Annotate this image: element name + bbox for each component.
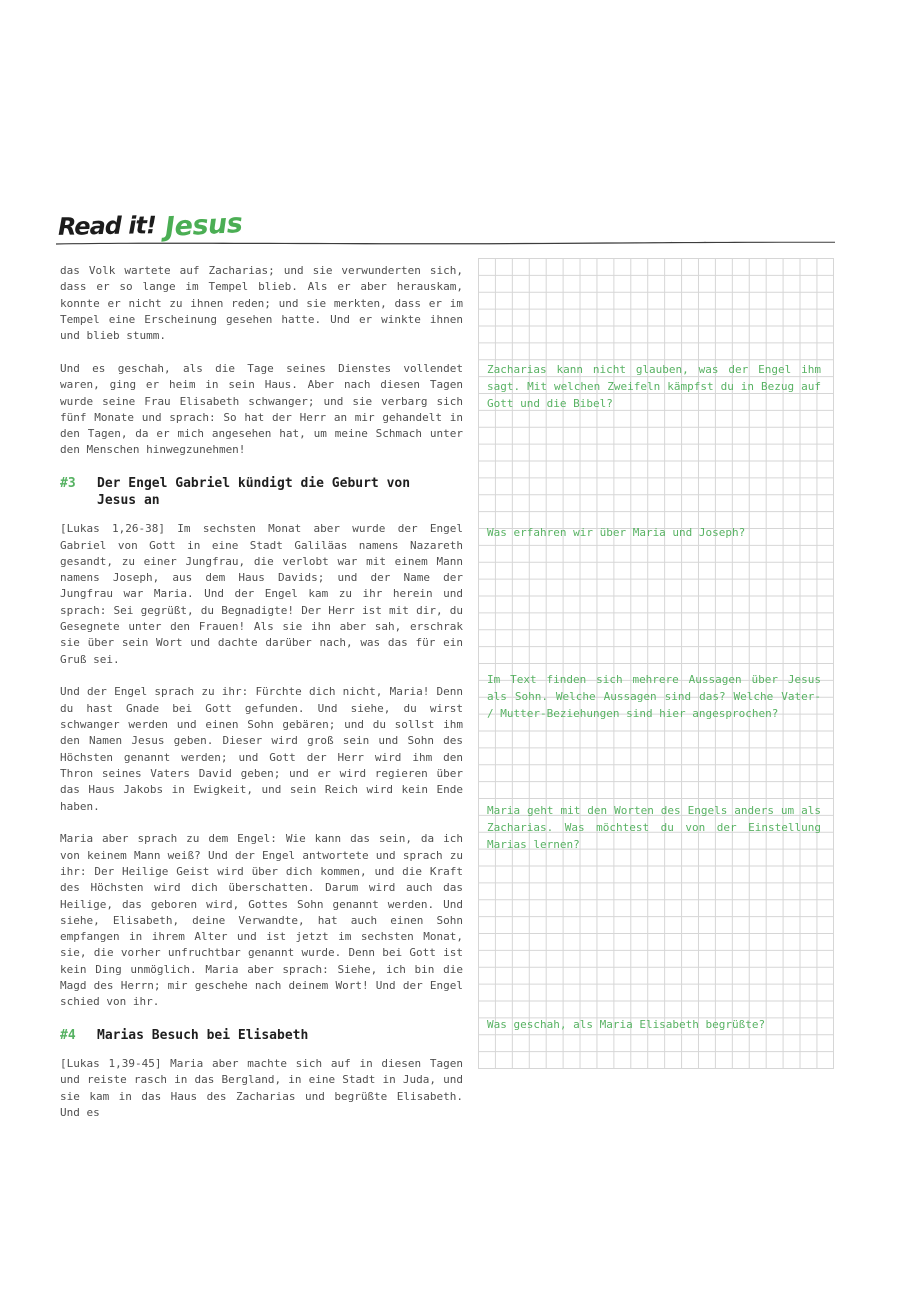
study-question: Was erfahren wir über Maria und Joseph? xyxy=(487,526,746,539)
study-question: Maria geht mit den Worten des Engels anders um als Zacharias. Was möchtest du von der Einstellung Marias lernen? xyxy=(487,804,821,851)
bible-paragraph: Und es geschah, als die Tage seines Dienstes vollendet waren, ging er heim in sein Haus. Aber nach diesen Tagen wurde seine Frau Elisabeth schwanger; und sie verbarg sich fünf Monate und sprach: So hat der Herr an mir gehandelt in den Tagen, da er mich angesehen hat, um meine Schmach unter den Menschen hinwegzunehmen! xyxy=(60,361,463,457)
notes-grid xyxy=(478,258,834,1069)
bible-paragraph: Maria aber sprach zu dem Engel: Wie kann das sein, da ich von keinem Mann weiß? Und der Engel antwortete und sprach zu ihr: Der Heilige Geist wird über dich kommen, und die Kraft des Höchsten wird dich überschatten. Darum wird auch das Heilige, das geboren wird, Gottes Sohn genannt werden. Und siehe, Elisabeth, deine Verwandte, hat auch einen Sohn empfangen in ihrem Alter und ist jetzt im sechsten Monat, sie, die vorher unfruchtbar genannt wurde. Denn bei Gott ist kein Ding unmöglich. Maria aber sprach: Siehe, ich bin die Magd des Herrn; mir geschehe nach deinem Wort! Und der Engel schied von ihr. xyxy=(60,832,463,1009)
study-question: Was geschah, als Maria Elisabeth begrüßte? xyxy=(487,1018,766,1031)
bible-paragraph: [Lukas 1,39-45] Maria aber machte sich auf in diesen Tagen und reiste rasch in das Bergland, in eine Stadt in Juda, und sie kam in das Haus des Zacharias und begrüßte Elisabeth. Und es xyxy=(60,1057,463,1119)
section-heading xyxy=(60,1027,463,1044)
section-number: #3 xyxy=(60,476,76,492)
page-header xyxy=(58,210,242,241)
bible-paragraph: [Lukas 1,26-38] Im sechsten Monat aber wurde der Engel Gabriel von Gott in eine Stadt Galiläas namens Nazareth gesandt, zu einer Jungfrau, die verlobt war mit einem Mann namens Joseph, aus dem Haus Davids; und der Name der Jungfrau war Maria. Und der Engel kam zu ihr herein und sprach: Sei gegrüßt, du Begnadigte! Der Herr ist mit dir, du Gesegnete unter den Frauen! Als sie ihn aber sah, erschrak sie über sein Wort und dachte darüber nach, was das für ein Gruß sei. xyxy=(60,522,463,666)
bible-paragraph: Und der Engel sprach zu ihr: Fürchte dich nicht, Maria! Denn du hast Gnade bei Gott gefunden. Und siehe, du wirst schwanger werden und einen Sohn gebären; und du sollst ihm den Namen Jesus geben. Dieser wird groß sein und Sohn des Höchsten genannt werden; und Gott der Herr wird ihm den Thron seines Vaters David geben; und er wird regieren über das Haus Jakobs in Ewigkeit, und sein Reich wird kein Ende haben. xyxy=(60,685,463,813)
study-question: Zacharias kann nicht glauben, was der Engel ihm sagt. Mit welchen Zweifeln kämpfst du in Bezug auf Gott und die Bibel? xyxy=(487,363,821,410)
logo-jesus: Jesus xyxy=(164,208,243,243)
bible-paragraph: das Volk wartete auf Zacharias; und sie verwunderten sich, dass er so lange im Tempel blieb. Als er aber herauskam, konnte er nicht zu ihnen reden; und sie merkten, dass er im Tempel eine Erscheinung gesehen hatte. Und er winkte ihnen und blieb stumm. xyxy=(60,264,463,343)
bible-text-column xyxy=(60,263,463,1138)
section-heading xyxy=(60,475,463,509)
logo-read-it: Read it! xyxy=(57,211,157,241)
section-title: Der Engel Gabriel kündigt die Geburt von Jesus an xyxy=(97,476,411,509)
header-rule xyxy=(56,240,836,248)
section-title: Marias Besuch bei Elisabeth xyxy=(97,1028,309,1044)
study-question: Im Text finden sich mehrere Aussagen über Jesus als Sohn. Welche Aussagen sind das? Welche Vater- / Mutter-Beziehungen sind hier angesprochen? xyxy=(487,673,821,720)
section-number: #4 xyxy=(60,1028,76,1044)
